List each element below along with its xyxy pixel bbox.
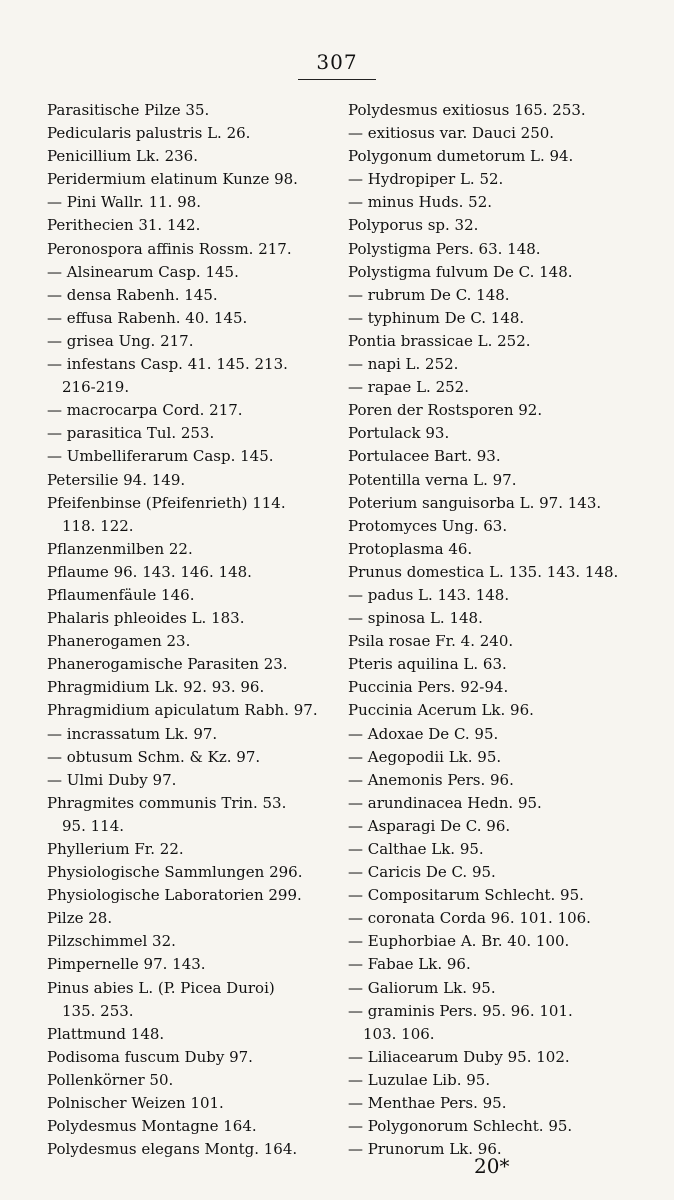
index-entry: — Asparagi De C. 96. (348, 816, 511, 835)
index-entry: — Compositarum Schlecht. 95. (348, 886, 584, 905)
index-entry: Polydesmus Montagne 164. (47, 1117, 257, 1136)
index-entry: 95. 114. (62, 816, 125, 835)
index-entry: — Liliacearum Duby 95. 102. (348, 1047, 570, 1066)
index-entry: 216-219. (62, 378, 130, 397)
index-entry: Pilze 28. (47, 909, 113, 928)
index-entry: Potentilla verna L. 97. (348, 470, 517, 489)
index-entry: Pontia brassicae L. 252. (348, 331, 531, 350)
index-entry: Phyllerium Fr. 22. (47, 840, 184, 858)
index-entry: — rubrum De C. 148. (348, 285, 510, 304)
index-entry: — coronata Corda 96. 101. 106. (348, 909, 591, 928)
index-entry: Podisoma fuscum Duby 97. (47, 1047, 253, 1066)
index-entry: Phanerogamische Parasiten 23. (47, 655, 288, 674)
index-entry: Polydesmus elegans Montg. 164. (47, 1140, 298, 1159)
index-entry: Physiologische Laboratorien 299. (47, 886, 302, 905)
index-entry: Portulacee Bart. 93. (348, 447, 501, 466)
index-entry: — infestans Casp. 41. 145. 213. (47, 355, 288, 374)
header-rule (298, 79, 376, 80)
index-entry: Parasitische Pilze 35. (47, 101, 210, 119)
index-entry: — arundinacea Hedn. 95. (348, 793, 542, 812)
index-entry: — typhinum De C. 148. (348, 308, 525, 327)
index-entry: Peronospora affinis Rossm. 217. (47, 239, 292, 258)
index-entry: Pteris aquilina L. 63. (348, 655, 507, 674)
index-entry: Puccinia Acerum Lk. 96. (348, 701, 534, 720)
index-entry: — Anemonis Pers. 96. (348, 770, 514, 789)
index-entry: — macrocarpa Cord. 217. (47, 401, 243, 420)
index-entry: — Polygonorum Schlecht. 95. (348, 1117, 573, 1136)
index-entry: — Aegopodii Lk. 95. (348, 747, 502, 766)
index-entry: Physiologische Sammlungen 296. (47, 863, 303, 882)
index-entry: Phragmidium Lk. 92. 93. 96. (47, 678, 265, 697)
index-entry: Protoplasma 46. (348, 539, 473, 558)
index-entry: — Fabae Lk. 96. (348, 955, 471, 974)
index-entry: Polyporus sp. 32. (348, 216, 479, 235)
index-entry: — Galiorum Lk. 95. (348, 978, 496, 997)
index-entry: Prunus domestica L. 135. 143. 148. (348, 562, 619, 581)
index-entry: — obtusum Schm. & Kz. 97. (47, 747, 261, 766)
index-entry: Puccinia Pers. 92-94. (348, 678, 509, 697)
index-entry: — Calthae Lk. 95. (348, 840, 484, 858)
index-entry: Petersilie 94. 149. (47, 470, 186, 489)
index-entry: — napi L. 252. (348, 355, 459, 374)
index-entry: — Ulmi Duby 97. (47, 770, 177, 789)
index-entry: — padus L. 143. 148. (348, 585, 510, 604)
index-entry: — effusa Rabenh. 40. 145. (47, 308, 248, 327)
index-entry: 135. 253. (62, 1001, 134, 1020)
index-entry: Phragmidium apiculatum Rabh. 97. (47, 701, 318, 720)
index-entry: — incrassatum Lk. 97. (47, 724, 218, 743)
index-entry: — Euphorbiae A. Br. 40. 100. (348, 932, 570, 951)
index-entry: — minus Huds. 52. (348, 193, 493, 212)
index-entry: Polydesmus exitiosus 165. 253. (348, 101, 586, 119)
index-entry: — grisea Ung. 217. (47, 331, 194, 350)
index-entry: Peridermium elatinum Kunze 98. (47, 170, 298, 189)
index-entry: — Hydropiper L. 52. (348, 170, 504, 189)
index-entry: Psila rosae Fr. 4. 240. (348, 632, 514, 651)
index-entry: Plattmund 148. (47, 1024, 165, 1043)
index-entry: — parasitica Tul. 253. (47, 424, 215, 443)
index-entry: Pimpernelle 97. 143. (47, 955, 206, 974)
index-entry: Polygonum dumetorum L. 94. (348, 147, 574, 166)
index-entry: — exitiosus var. Dauci 250. (348, 124, 555, 143)
index-entry: — Caricis De C. 95. (348, 863, 496, 882)
index-entry: Phalaris phleoides L. 183. (47, 609, 245, 628)
index-entry: Pflaumenfäule 146. (47, 585, 195, 604)
signature-mark: 20* (474, 1154, 510, 1178)
index-entry: Pedicularis palustris L. 26. (47, 124, 251, 143)
index-entry: — Alsinearum Casp. 145. (47, 262, 239, 281)
index-entry: — Menthae Pers. 95. (348, 1094, 507, 1113)
index-entry: Polnischer Weizen 101. (47, 1094, 224, 1113)
index-entry: Polystigma Pers. 63. 148. (348, 239, 541, 258)
index-entry: — Pini Wallr. 11. 98. (47, 193, 202, 212)
index-entry: — densa Rabenh. 145. (47, 285, 218, 304)
index-entry: Pflanzenmilben 22. (47, 539, 193, 558)
index-entry: Penicillium Lk. 236. (47, 147, 198, 166)
page-number: 307 (316, 50, 358, 74)
index-entry: — Umbelliferarum Casp. 145. (47, 447, 274, 466)
index-entry: Phanerogamen 23. (47, 632, 191, 651)
index-entry: — graminis Pers. 95. 96. 101. (348, 1001, 573, 1020)
index-entry: Pflaume 96. 143. 146. 148. (47, 562, 252, 581)
index-entry: Pilzschimmel 32. (47, 932, 176, 951)
index-entry: Pinus abies L. (P. Picea Duroi) (47, 978, 275, 997)
index-entry: — spinosa L. 148. (348, 609, 483, 628)
right-column (348, 99, 638, 1161)
index-entry: Portulack 93. (348, 424, 450, 443)
index-entry: Poren der Rostsporen 92. (348, 401, 543, 420)
index-entry: 118. 122. (62, 516, 134, 535)
index-entry: — Luzulae Lib. 95. (348, 1070, 491, 1089)
index-entry: — Prunorum Lk. 96. (348, 1140, 502, 1159)
index-entry: Protomyces Ung. 63. (348, 516, 508, 535)
index-entry: Pollenkörner 50. (47, 1070, 174, 1089)
index-entry: 103. 106. (363, 1024, 435, 1043)
index-entry: — rapae L. 252. (348, 378, 469, 397)
index-entry: Phragmites communis Trin. 53. (47, 793, 287, 812)
index-entry: Polystigma fulvum De C. 148. (348, 262, 573, 281)
index-entry: Poterium sanguisorba L. 97. 143. (348, 493, 602, 512)
left-column (47, 99, 337, 1161)
index-entry: Perithecien 31. 142. (47, 216, 201, 235)
index-entry: Pfeifenbinse (Pfeifenrieth) 114. (47, 493, 286, 512)
index-entry: — Adoxae De C. 95. (348, 724, 499, 743)
